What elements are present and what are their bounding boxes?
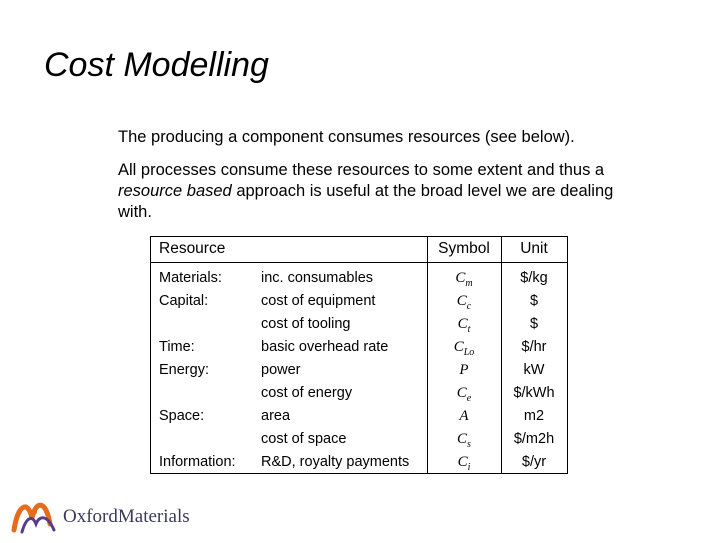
resource-unit: $/m2h: [513, 431, 555, 447]
symbol-base: C: [456, 385, 467, 401]
symbol-column: [427, 267, 501, 474]
header-unit: Unit: [520, 240, 548, 257]
logo-swoosh-icon: [10, 494, 60, 538]
resource-symbol: [427, 290, 501, 313]
resource-unit: m2: [523, 408, 545, 424]
description-column: [261, 267, 409, 474]
resource-description: basic overhead rate: [261, 339, 389, 355]
header-resource: Resource: [159, 240, 226, 257]
resource-description: cost of equipment: [261, 293, 376, 309]
resource-table: [150, 236, 568, 474]
logo-text: OxfordMaterials: [63, 506, 190, 527]
resource-unit: $/kg: [520, 270, 548, 286]
resource-symbol: [427, 359, 501, 382]
intro-paragraph-1: The producing a component consumes resources (see below).: [118, 128, 575, 146]
slide-title: Cost Modelling: [44, 46, 269, 84]
resource-category: Information:: [159, 454, 236, 470]
symbol-subscript: i: [467, 462, 471, 473]
symbol-base: A: [459, 408, 469, 424]
symbol-subscript: e: [466, 393, 472, 404]
resource-unit: $/hr: [521, 339, 547, 355]
intro-text-italic: resource based: [118, 182, 232, 200]
intro-text-a: All processes consume these resources to some extent and thus a: [118, 161, 605, 179]
symbol-subscript: m: [465, 278, 473, 289]
resource-unit: $: [529, 293, 539, 309]
unit-column: [501, 267, 567, 474]
symbol-base: C: [456, 293, 467, 309]
resource-description: R&D, royalty payments: [261, 454, 410, 470]
symbol-base: C: [457, 431, 468, 447]
resource-description: cost of tooling: [261, 316, 351, 332]
symbol-subscript: c: [466, 301, 472, 312]
intro-paragraph-2: [118, 160, 638, 223]
symbol-subscript: Lo: [463, 347, 475, 358]
resource-symbol: [427, 313, 501, 336]
resource-unit: $/yr: [521, 454, 547, 470]
intro-text-b: approach is useful at the broad level we are dealing with.: [118, 182, 614, 221]
resource-description: area: [261, 408, 291, 424]
resource-category: [159, 313, 236, 336]
resource-category: Materials:: [159, 270, 222, 286]
resource-category: Energy:: [159, 362, 209, 378]
symbol-base: C: [457, 316, 468, 332]
symbol-base: C: [453, 339, 464, 355]
header-symbol: Symbol: [438, 240, 490, 257]
resource-unit: kW: [523, 362, 545, 378]
symbol-subscript: t: [467, 324, 471, 335]
resource-symbol: [427, 336, 501, 359]
symbol-base: P: [459, 362, 469, 378]
resource-unit: $: [529, 316, 539, 332]
resource-unit: $/kWh: [513, 385, 555, 401]
resource-description: power: [261, 362, 301, 378]
resource-category: Space:: [159, 408, 205, 424]
symbol-base: C: [455, 270, 466, 286]
resource-symbol: [427, 382, 501, 405]
resource-symbol: [427, 267, 501, 290]
symbol-subscript: s: [467, 439, 471, 450]
resource-category: Time:: [159, 339, 195, 355]
resource-description: cost of space: [261, 431, 347, 447]
resource-category: Capital:: [159, 293, 209, 309]
oxford-materials-logo: [10, 494, 230, 540]
symbol-base: C: [457, 454, 468, 470]
resource-symbol: [427, 428, 501, 451]
resource-symbol: [427, 405, 501, 428]
resource-description: inc. consumables: [261, 270, 374, 286]
resource-category: [159, 382, 236, 405]
resource-category: [159, 428, 236, 451]
resource-description: cost of energy: [261, 385, 353, 401]
category-column: [159, 267, 236, 474]
resource-symbol: [427, 451, 501, 474]
